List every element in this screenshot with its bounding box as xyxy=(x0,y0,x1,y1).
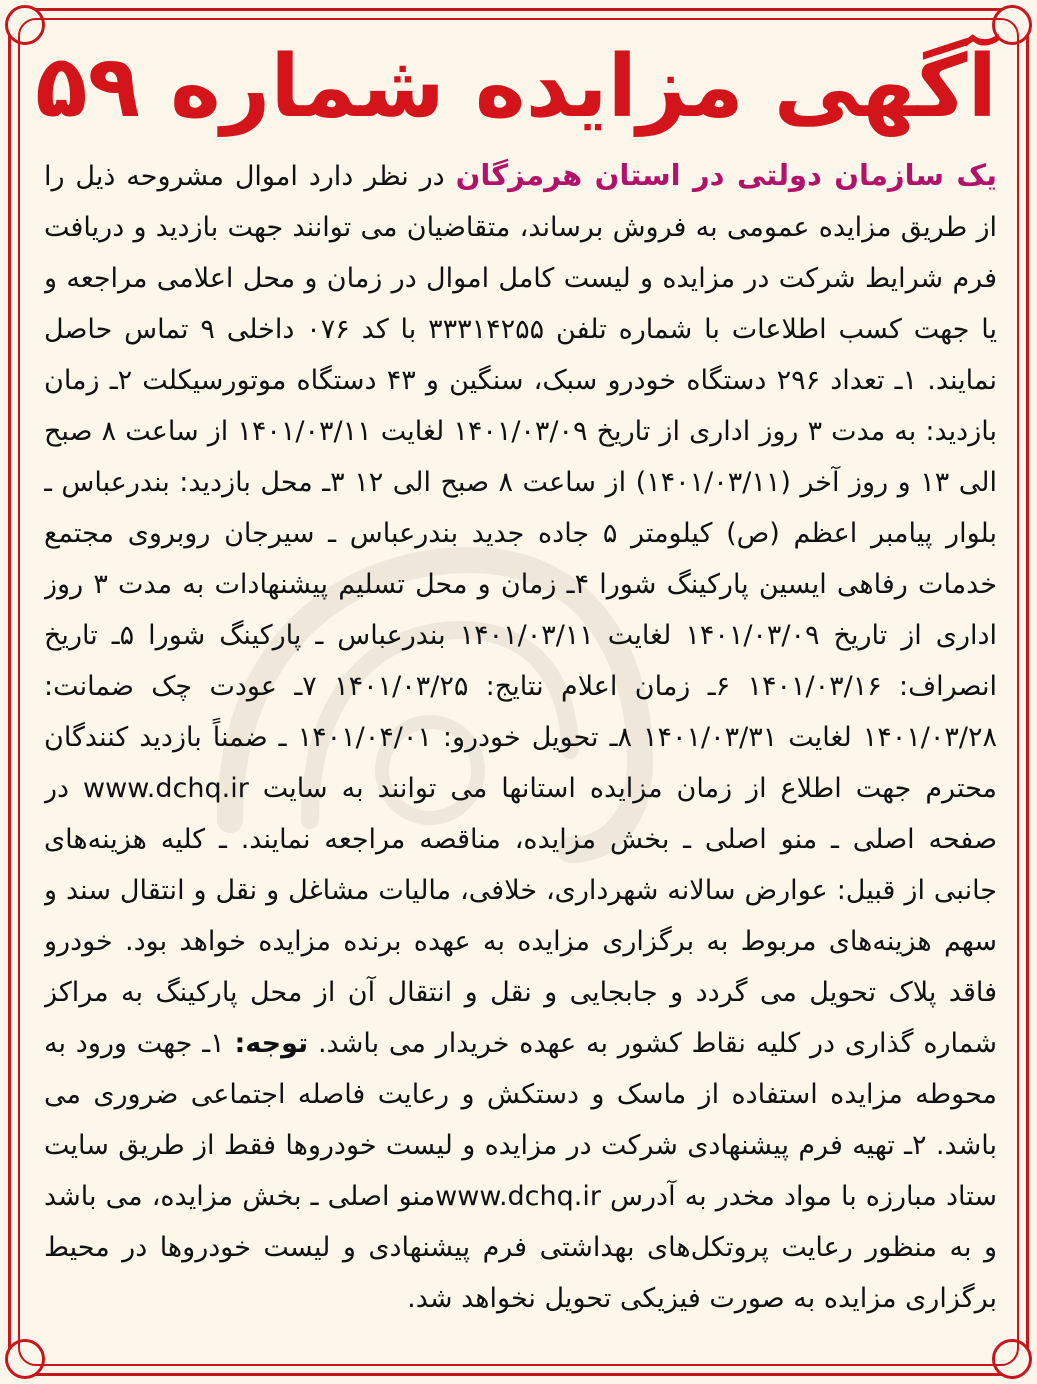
notice-body xyxy=(44,150,997,1344)
notice-paragraph-3: ۱ـ جهت ورود به محوطه مزایده استفاده از ماسک و دستکش و رعایت فاصله اجتماعی ضروری می باشد. ۲ـ تهیه فرم پیشنهادی شرکت در مزایده و لیست خودروها فقط از طریق سایت ستاد مبارزه با مواد مخدر به آدرس xyxy=(44,1028,997,1212)
website-link[interactable]: www.dchq.ir xyxy=(435,1181,601,1212)
organization-name: یک سازمان دولتی در استان هرمزگان xyxy=(455,158,997,192)
notice-paragraph-2: در صفحه اصلی ـ منو اصلی ـ بخش مزایده، مناقصه مراجعه نمایند. ـ کلیه هزینه‌های جانبی از قبیل: عوارض سالانه شهرداری، خلافی، مالیات مشاغل و نقل و انتقال سند و سهم هزینه‌های مربوط به برگزاری مزایده به عهده برنده مزایده خواهد بود. خودرو فاقد پلاک تحویل می گردد و جابجایی و نقل و انتقال آن از محل پارکینگ به مراکز شماره گذاری در کلیه نقاط کشور به عهده خریدار می باشد. xyxy=(44,773,997,1059)
website-link[interactable]: www.dchq.ir xyxy=(83,773,249,804)
notice-paragraph-1: در نظر دارد اموال مشروحه ذیل را از طریق مزایده عمومی به فروش برساند، متقاضیان می توانند جهت بازدید و دریافت فرم شرایط شرکت در مزایده و لیست کامل اموال در زمان و محل اعلامی مراجعه و یا جهت کسب اطلاعات با شماره تلفن ۳۳۳۱۴۲۵۵ با کد ۰۷۶ داخلی ۹ تماس حاصل نمایند. ۱ـ تعداد ۲۹۶ دستگاه خودرو سبک، سنگین و ۴۳ دستگاه موتورسیکلت ۲ـ زمان بازدید: به مدت ۳ روز اداری از تاریخ ۱۴۰۱/۰۳/۰۹ لغایت ۱۴۰۱/۰۳/۱۱ از ساعت ۸ صبح الی ۱۳ و روز آخر (۱۴۰۱/۰۳/۱۱) از ساعت ۸ صبح الی ۱۲ ۳ـ محل بازدید: بندرعباس ـ بلوار پیامبر اعظم (ص) کیلومتر ۵ جاده جدید بندرعباس ـ سیرجان روبروی مجتمع خدمات رفاهی ایسین پارکینگ شورا ۴ـ زمان و محل تسلیم پیشنهادات به مدت ۳ روز اداری از تاریخ ۱۴۰۱/۰۳/۰۹ لغایت ۱۴۰۱/۰۳/۱۱ بندرعباس ـ پارکینگ شورا ۵ـ تاریخ انصراف: ۱۴۰۱/۰۳/۱۶ ۶ـ زمان اعلام نتایج: ۱۴۰۱/۰۳/۲۵ ۷ـ عودت چک ضمانت: ۱۴۰۱/۰۳/۲۸ لغایت ۱۴۰۱/۰۳/۳۱ ۸ـ تحویل خودرو: ۱۴۰۱/۰۴/۰۱ ـ ضمناً بازدید کنندگان محترم جهت اطلاع از زمان مزایده استانها می توانند به سایت xyxy=(44,161,997,804)
note-label: توجه: xyxy=(234,1028,309,1059)
notice-title: آگهی مزایده شماره ۵۹ xyxy=(35,37,997,137)
notice-paragraph-4: منو اصلی ـ بخش مزایده، می باشد و به منظور رعایت پروتکل‌های بهداشتی فرم پیشنهادی و لیست خودروها در محیط برگزاری مزایده به صورت فیزیکی تحویل نخواهد شد. xyxy=(44,1181,997,1314)
